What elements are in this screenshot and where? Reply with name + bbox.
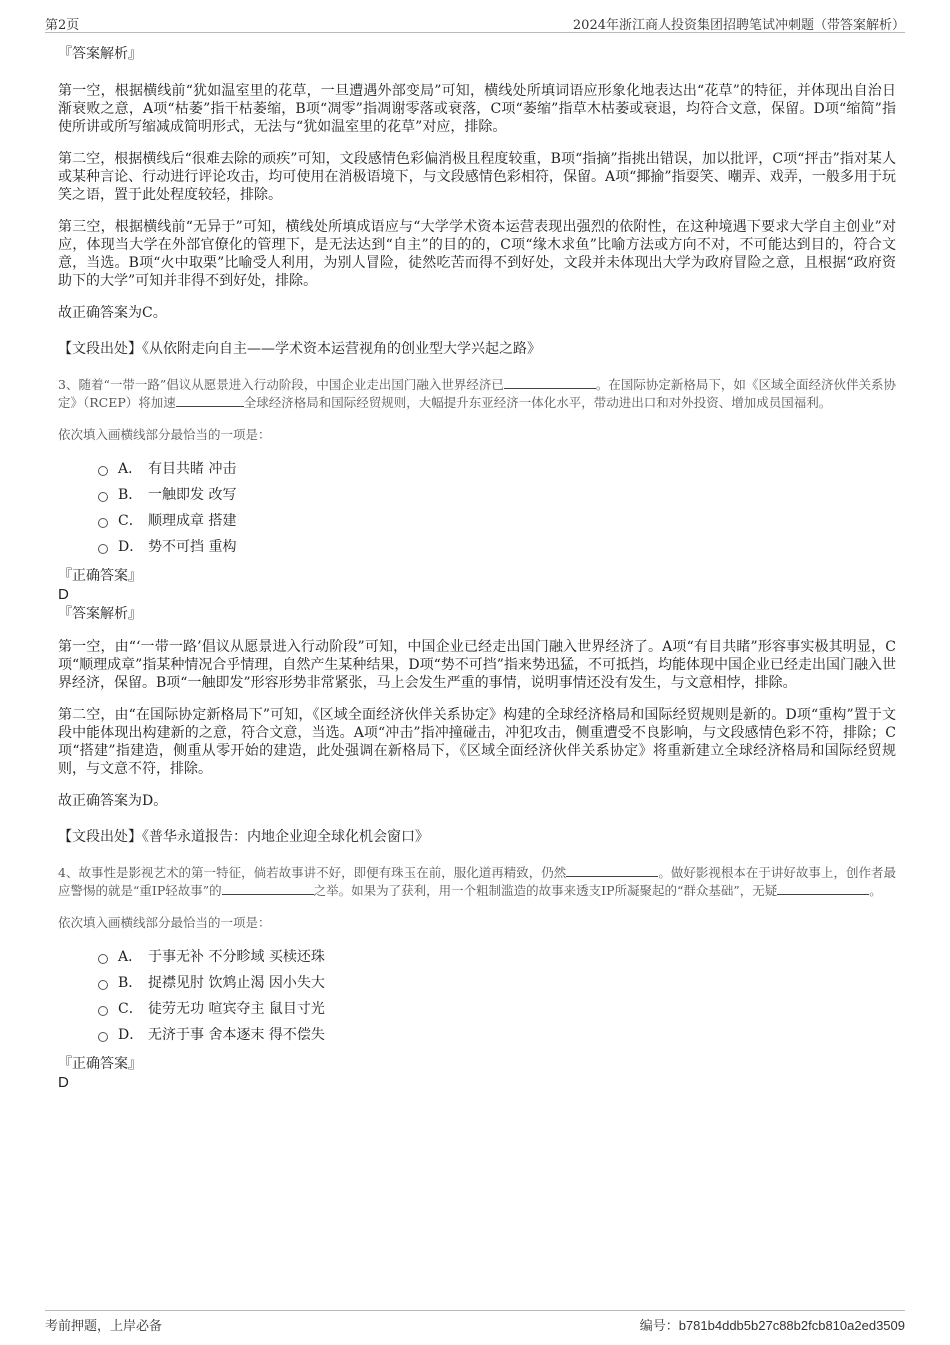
q2-analysis-label: 『答案解析』 [58, 46, 142, 62]
document-title: 2024年浙江商人投资集团招聘笔试冲刺题（带答案解析） [572, 18, 905, 33]
q3-conclusion: 故正确答案为D。 [58, 793, 168, 809]
answer-blank [777, 882, 869, 895]
q3-analysis-label: 『答案解析』 [58, 606, 142, 622]
q3-instruction: 依次填入画横线部分最恰当的一项是： [58, 427, 271, 442]
q4-option-b[interactable]: B． 捉襟见肘 饮鸩止渴 因小失大 [98, 970, 896, 996]
radio-icon[interactable] [98, 492, 108, 502]
q2-conclusion: 故正确答案为C。 [58, 305, 167, 321]
page-footer [45, 1310, 905, 1333]
radio-icon[interactable] [98, 466, 108, 476]
radio-icon[interactable] [98, 518, 108, 528]
q3-options [98, 456, 896, 560]
q4-option-d[interactable]: D． 无济于事 舍本逐末 得不偿失 [98, 1022, 896, 1048]
q3-source: 【文段出处】《普华永道报告：内地企业迎全球化机会窗口》 [58, 829, 429, 845]
document-content [58, 44, 896, 1092]
radio-icon[interactable] [98, 954, 108, 964]
q2-analysis-paragraph-1: 第一空，根据横线前“犹如温室里的花草，一旦遭遇外部变局”可知，横线处所填词语应形象化地表达出“花草”的特征，并体现出自治日渐衰败之意，A项“枯萎”指干枯萎缩，B项“凋零”指凋谢零落或衰落，C项“萎缩”指草木枯萎或衰退，均符合文意，保留。D项“缩简”指使所讲或所写缩减成简明形式，无法与“犹如温室里的花草”对应，排除。 [58, 83, 896, 135]
q3-option-a[interactable]: A． 有目共睹 冲击 [98, 456, 896, 482]
q4-answer: D [58, 1074, 69, 1091]
radio-icon[interactable] [98, 544, 108, 554]
q3-option-b[interactable]: B． 一触即发 改写 [98, 482, 896, 508]
q2-analysis-paragraph-3: 第三空，根据横线前“无异于”可知，横线处所填成语应与“大学学术资本运营表现出强烈的依附性，在这种境遇下要求大学自主创业”对应，体现当大学在外部官僚化的管理下，是无法达到“自主”的目的的，C项“缘木求鱼”比喻方法或方向不对，不可能达到目的，符合文意，当选。B项“火中取栗”比喻受人利用，为别人冒险，徒然吃苦而得不到好处，文段并未体现出大学为政府冒险之意，且根据“政府资助下的大学”可知并非得不到好处，排除。 [58, 219, 896, 289]
q3-analysis-paragraph-1: 第一空，由“‘一带一路’倡议从愿景进入行动阶段”可知，中国企业已经走出国门融入世界经济了。A项“有目共睹”形容事实极其明显，C项“顺理成章”指某种情况合乎情理，自然产生某种结果，D项“势不可挡”指来势迅猛，不可抵挡，均能体现中国企业已经走出国门融入世界经济，保留。B项“一触即发”形容形势非常紧张，马上会发生严重的事情，说明事情还没有发生，与文意相悖，排除。 [58, 639, 896, 691]
q4-option-c[interactable]: C． 徒劳无功 喧宾夺主 鼠目寸光 [98, 996, 896, 1022]
q4-stem: 4、故事性是影视艺术的第一特征，倘若故事讲不好，即便有珠玉在前，服化道再精致，仍然 。做好影视根本在于讲好故事上，创作者最应警惕的就是“重IP轻故事”的 之举。如果为了获利，用一个粗制滥造的故事来透支IP所凝聚起的“群众基础”，无疑 。 [58, 865, 896, 898]
q3-answer-label: 『正确答案』 [58, 568, 142, 584]
answer-blank [176, 394, 244, 407]
document-id: 编号：b781b4ddb5b27c88b2fcb810a2ed3509 [639, 1318, 905, 1333]
q2-source: 【文段出处】《从依附走向自主——学术资本运营视角的创业型大学兴起之路》 [58, 341, 541, 357]
radio-icon[interactable] [98, 980, 108, 990]
page-number: 第2页 [45, 18, 80, 33]
q4-option-a[interactable]: A． 于事无补 不分畛域 买椟还珠 [98, 944, 896, 970]
radio-icon[interactable] [98, 1006, 108, 1016]
q3-answer: D [58, 586, 69, 603]
page-header [45, 12, 905, 33]
radio-icon[interactable] [98, 1032, 108, 1042]
q3-option-d[interactable]: D． 势不可挡 重构 [98, 534, 896, 560]
q3-analysis-paragraph-2: 第二空，由“在国际协定新格局下”可知，《区域全面经济伙伴关系协定》构建的全球经济格局和国际经贸规则是新的。D项“重构”置于文段中能体现出构建新的之意，符合文意，当选。A项“冲击”指冲撞碰击，冲犯攻击，侧重遭受不良影响，与文段感情色彩不符，排除；C项“搭建”指建造，侧重从零开始的建造，此处强调在新格局下，《区域全面经济伙伴关系协定》将重新建立全球经济格局和国际经贸规则，与文意不符，排除。 [58, 707, 896, 777]
q3-option-c[interactable]: C． 顺理成章 搭建 [98, 508, 896, 534]
q4-answer-label: 『正确答案』 [58, 1056, 142, 1072]
answer-blank [222, 882, 314, 895]
q2-analysis-paragraph-2: 第二空，根据横线后“很难去除的顽疾”可知，文段感情色彩偏消极且程度较重，B项“指摘”指挑出错误，加以批评，C项“抨击”指对某人或某种言论、行动进行评论攻击，均可使用在消极语境下，与文段感情色彩相符，保留。A项“揶揄”指耍笑、嘲弄、戏弄，一般多用于玩笑之语，置于此处程度较轻，排除。 [58, 151, 896, 203]
q3-stem: 3、随着“一带一路”倡议从愿景进入行动阶段，中国企业走出国门融入世界经济已 。在国际协定新格局下，如《区域全面经济伙伴关系协定》（RCEP）将加速 全球经济格局和国际经贸规则，大幅提升东亚经济一体化水平，带动进出口和对外投资、增加成员国福利。 [58, 377, 896, 410]
footer-slogan: 考前押题，上岸必备 [45, 1319, 163, 1334]
answer-blank [566, 864, 658, 877]
q4-instruction: 依次填入画横线部分最恰当的一项是： [58, 915, 271, 930]
q4-options [98, 944, 896, 1048]
answer-blank [504, 376, 596, 389]
